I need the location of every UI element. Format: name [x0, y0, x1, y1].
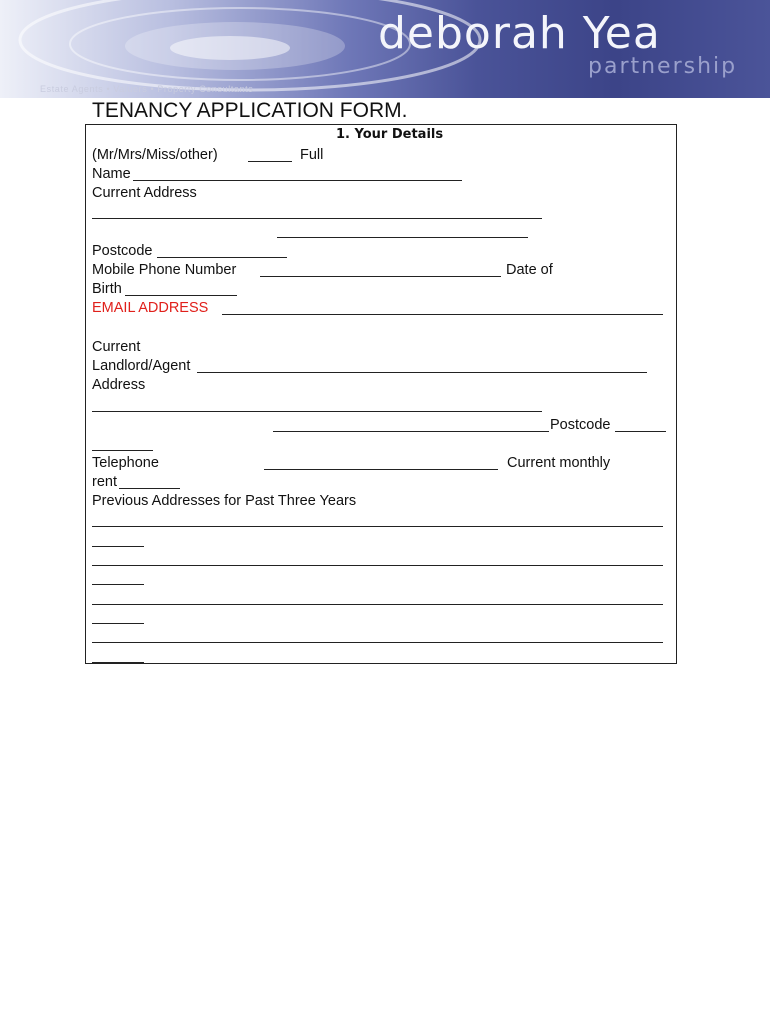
current-label: Current	[92, 339, 141, 355]
mobile-phone-field[interactable]	[260, 276, 501, 277]
header-banner	[0, 0, 770, 98]
brand-subtitle: partnership	[588, 54, 738, 79]
previous-address-line-1-cont[interactable]	[92, 546, 144, 547]
mobile-phone-label: Mobile Phone Number	[92, 262, 237, 278]
postcode-field[interactable]	[157, 257, 287, 258]
form-title: TENANCY APPLICATION FORM.	[92, 99, 408, 122]
birth-label: Birth	[92, 281, 122, 297]
current-address-line-2[interactable]	[277, 237, 528, 238]
title-field[interactable]	[248, 161, 292, 162]
previous-address-line-2-cont[interactable]	[92, 584, 144, 585]
previous-address-line-4[interactable]	[92, 642, 663, 643]
previous-address-line-3-cont[interactable]	[92, 623, 144, 624]
landlord-postcode-label: Postcode	[550, 417, 611, 433]
email-label: EMAIL ADDRESS	[92, 300, 209, 316]
landlord-agent-field[interactable]	[197, 372, 647, 373]
landlord-address-label: Address	[92, 377, 146, 393]
postcode-label: Postcode	[92, 243, 153, 259]
brand-name: deborah Yea	[378, 8, 661, 59]
brand-tagline: Estate Agents • Valuers • Property Consultants	[40, 84, 254, 94]
title-options-label: (Mr/Mrs/Miss/other)	[92, 147, 218, 163]
current-monthly-label: Current monthly	[507, 455, 611, 471]
current-address-label: Current Address	[92, 185, 197, 201]
date-of-birth-field[interactable]	[125, 295, 237, 296]
section-heading: 1. Your Details	[336, 127, 444, 142]
landlord-agent-label: Landlord/Agent	[92, 358, 191, 374]
landlord-address-line-1[interactable]	[92, 411, 542, 412]
landlord-address-line-2[interactable]	[273, 431, 549, 432]
previous-address-line-3[interactable]	[92, 604, 663, 605]
telephone-label: Telephone	[92, 455, 159, 471]
date-of-label: Date of	[506, 262, 553, 278]
landlord-postcode-field[interactable]	[615, 431, 666, 432]
email-field[interactable]	[222, 314, 663, 315]
full-label: Full	[300, 147, 324, 163]
landlord-telephone-field[interactable]	[264, 469, 498, 470]
name-label: Name	[92, 166, 131, 182]
full-name-field[interactable]	[133, 180, 462, 181]
monthly-rent-field[interactable]	[119, 488, 180, 489]
rent-label: rent	[92, 474, 117, 490]
previous-address-line-1[interactable]	[92, 526, 663, 527]
previous-addresses-label: Previous Addresses for Past Three Years	[92, 493, 357, 509]
current-address-line-1[interactable]	[92, 218, 542, 219]
landlord-postcode-field-cont[interactable]	[92, 450, 153, 451]
previous-address-line-4-cont[interactable]	[92, 662, 144, 663]
details-form-box	[85, 124, 677, 664]
previous-address-line-2[interactable]	[92, 565, 663, 566]
